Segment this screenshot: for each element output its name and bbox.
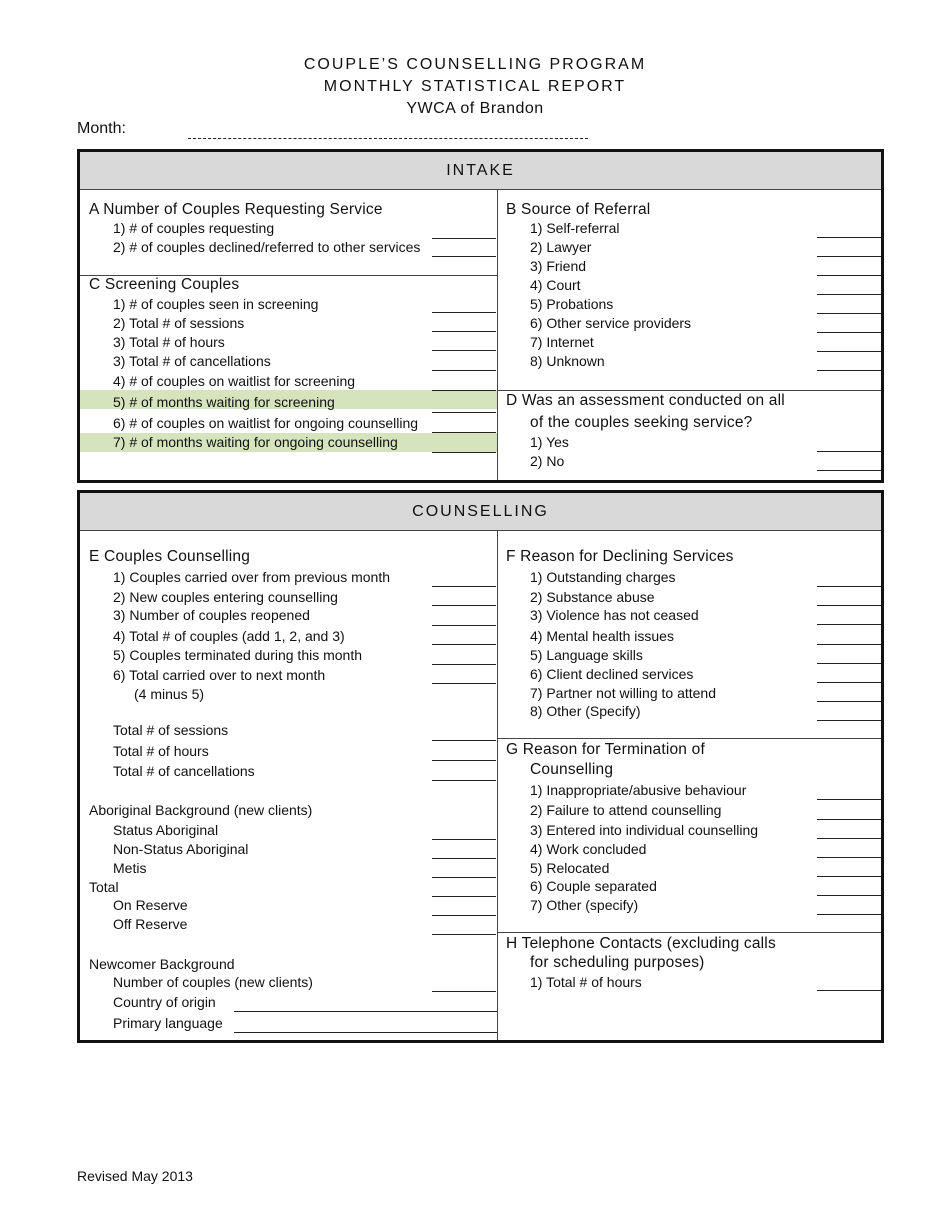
list-item: 4) Total # of couples (add 1, 2, and 3) xyxy=(113,628,345,644)
list-item: 7) Internet xyxy=(530,334,594,350)
list-item: 4) # of couples on waitlist for screening xyxy=(113,373,356,389)
entry-field[interactable] xyxy=(817,838,881,839)
entry-field[interactable] xyxy=(432,991,496,992)
month-label: Month: xyxy=(77,120,126,137)
list-item: 3) Violence has not ceased xyxy=(530,607,699,623)
divider-b-d xyxy=(497,390,881,391)
list-item: 1) Inappropriate/abusive behaviour xyxy=(530,782,747,798)
list-item: (4 minus 5) xyxy=(134,686,205,702)
column-divider xyxy=(497,190,498,480)
list-item: 3) Total # of hours xyxy=(113,334,225,350)
entry-field[interactable] xyxy=(432,432,496,433)
entry-field[interactable] xyxy=(432,683,496,684)
entry-field[interactable] xyxy=(432,896,496,897)
list-item: 2) Substance abuse xyxy=(530,589,655,605)
list-item: 5) Couples terminated during this month xyxy=(113,647,363,663)
list-item: 3) Total # of cancellations xyxy=(113,353,271,369)
list-item: On Reserve xyxy=(113,897,188,913)
list-item: 6) Couple separated xyxy=(530,878,657,894)
entry-field[interactable] xyxy=(817,370,881,371)
entry-field[interactable] xyxy=(432,934,496,935)
list-item: 3) Friend xyxy=(530,258,587,274)
entry-field[interactable] xyxy=(432,839,496,840)
entry-field[interactable] xyxy=(432,331,496,332)
list-item: 1) Total # of hours xyxy=(530,974,642,990)
list-item: 1) Couples carried over from previous month xyxy=(113,569,391,585)
entry-field[interactable] xyxy=(432,664,496,665)
list-item: 3) Entered into individual counselling xyxy=(530,822,759,838)
entry-field[interactable] xyxy=(817,332,881,333)
intake-section xyxy=(77,149,884,483)
section-d-title-cont: of the couples seeking service? xyxy=(530,414,753,431)
list-item: 6) Total carried over to next month xyxy=(113,667,326,683)
entry-field[interactable] xyxy=(817,313,881,314)
list-item: 2) No xyxy=(530,453,565,469)
entry-field[interactable] xyxy=(817,294,881,295)
section-h-title: H Telephone Contacts (excluding calls xyxy=(506,935,776,952)
list-item: 5) # of months waiting for screening xyxy=(113,394,335,410)
section-d-title: D Was an assessment conducted on all xyxy=(506,392,785,409)
entry-field[interactable] xyxy=(432,412,496,413)
entry-field[interactable] xyxy=(432,370,496,371)
list-item: 5) Probations xyxy=(530,296,614,312)
aboriginal-title: Aboriginal Background (new clients) xyxy=(89,802,313,818)
list-item: 2) # of couples declined/referred to other services xyxy=(113,239,421,255)
list-item: 5) Relocated xyxy=(530,860,610,876)
entry-field[interactable] xyxy=(817,624,881,625)
entry-field[interactable] xyxy=(817,663,881,664)
entry-field[interactable] xyxy=(432,915,496,916)
list-item: 7) Other (specify) xyxy=(530,897,639,913)
entry-field[interactable] xyxy=(432,586,496,587)
counselling-section xyxy=(77,490,884,1043)
month-field[interactable] xyxy=(188,138,588,139)
entry-field[interactable] xyxy=(817,990,881,991)
list-item: Number of couples (new clients) xyxy=(113,974,313,990)
list-item: Metis xyxy=(113,860,147,876)
entry-field[interactable] xyxy=(432,605,496,606)
intake-heading: INTAKE xyxy=(80,152,881,190)
newcomer-title: Newcomer Background xyxy=(89,956,235,972)
entry-field[interactable] xyxy=(432,760,496,761)
section-h-title-cont: for scheduling purposes) xyxy=(530,954,705,971)
list-item: 6) Client declined services xyxy=(530,666,694,682)
list-item: 6) # of couples on waitlist for ongoing counselling xyxy=(113,415,419,431)
list-item: 4) Mental health issues xyxy=(530,628,674,644)
counselling-heading: COUNSELLING xyxy=(80,493,881,531)
list-item: 8) Unknown xyxy=(530,353,605,369)
entry-field[interactable] xyxy=(817,470,881,471)
entry-field[interactable] xyxy=(817,351,881,352)
report-subtitle: MONTHLY STATISTICAL REPORT xyxy=(323,78,627,95)
entry-field[interactable] xyxy=(817,275,881,276)
entry-field[interactable] xyxy=(817,605,881,606)
list-item: Non-Status Aboriginal xyxy=(113,841,249,857)
list-item: 1) # of couples requesting xyxy=(113,220,275,236)
entry-field[interactable] xyxy=(432,350,496,351)
total-item: Total # of cancellations xyxy=(113,763,255,779)
revision-note: Revised May 2013 xyxy=(77,1168,193,1184)
list-item: 5) Language skills xyxy=(530,647,643,663)
section-a-title: A Number of Couples Requesting Service xyxy=(89,201,383,218)
list-item: 1) Self-referral xyxy=(530,220,620,236)
section-c-title: C Screening Couples xyxy=(89,276,240,293)
list-item: 7) # of months waiting for ongoing counselling xyxy=(113,434,398,450)
list-item: 6) Other service providers xyxy=(530,315,692,331)
entry-field[interactable] xyxy=(432,312,496,313)
total-item: Total # of sessions xyxy=(113,722,229,738)
list-item: 3) Number of couples reopened xyxy=(113,607,310,623)
list-item: 4) Court xyxy=(530,277,581,293)
entry-field[interactable] xyxy=(432,256,496,257)
list-item: 2) Lawyer xyxy=(530,239,592,255)
list-item: Status Aboriginal xyxy=(113,822,219,838)
column-divider xyxy=(497,531,498,1040)
organization-name: YWCA of Brandon xyxy=(406,100,544,117)
entry-field[interactable] xyxy=(817,819,881,820)
entry-field[interactable] xyxy=(817,451,881,452)
list-item: 8) Other (Specify) xyxy=(530,703,641,719)
entry-field[interactable] xyxy=(432,390,496,391)
total-item: Total # of hours xyxy=(113,743,209,759)
list-item: 2) Total # of sessions xyxy=(113,315,245,331)
entry-field[interactable] xyxy=(432,238,496,239)
list-item: 1) Yes xyxy=(530,434,569,450)
section-g-title: G Reason for Termination of xyxy=(506,741,705,758)
list-item: Off Reserve xyxy=(113,916,188,932)
section-e-title: E Couples Counselling xyxy=(89,548,251,565)
entry-field[interactable] xyxy=(817,876,881,877)
entry-field[interactable] xyxy=(432,452,496,453)
entry-field[interactable] xyxy=(817,720,881,721)
list-item: Primary language xyxy=(113,1015,223,1031)
section-g-title-cont: Counselling xyxy=(530,761,614,778)
list-item: Country of origin xyxy=(113,994,216,1010)
entry-field[interactable] xyxy=(432,877,496,878)
entry-field[interactable] xyxy=(817,256,881,257)
list-item: 4) Work concluded xyxy=(530,841,647,857)
entry-field[interactable] xyxy=(817,799,881,800)
entry-field[interactable] xyxy=(817,895,881,896)
entry-field[interactable] xyxy=(817,682,881,683)
entry-field[interactable] xyxy=(817,586,881,587)
entry-field[interactable] xyxy=(432,625,496,626)
list-item: 7) Partner not willing to attend xyxy=(530,685,716,701)
total-label: Total xyxy=(89,879,119,895)
entry-field[interactable] xyxy=(432,780,496,781)
country-of-origin-field[interactable] xyxy=(234,1011,497,1012)
entry-field[interactable] xyxy=(817,914,881,915)
report-title: COUPLE’S COUNSELLING PROGRAM xyxy=(303,56,647,73)
primary-language-field[interactable] xyxy=(234,1032,497,1033)
entry-field[interactable] xyxy=(432,740,496,741)
entry-field[interactable] xyxy=(817,857,881,858)
list-item: 2) Failure to attend counselling xyxy=(530,802,722,818)
entry-field[interactable] xyxy=(432,858,496,859)
section-f-title: F Reason for Declining Services xyxy=(506,548,734,565)
section-b-title: B Source of Referral xyxy=(506,201,651,218)
list-item: 1) Outstanding charges xyxy=(530,569,676,585)
entry-field[interactable] xyxy=(817,701,881,702)
entry-field[interactable] xyxy=(817,237,881,238)
list-item: 2) New couples entering counselling xyxy=(113,589,338,605)
list-item: 1) # of couples seen in screening xyxy=(113,296,319,312)
divider-f-g xyxy=(497,738,881,739)
entry-field[interactable] xyxy=(432,644,496,645)
divider-g-h xyxy=(497,932,881,933)
entry-field[interactable] xyxy=(817,644,881,645)
